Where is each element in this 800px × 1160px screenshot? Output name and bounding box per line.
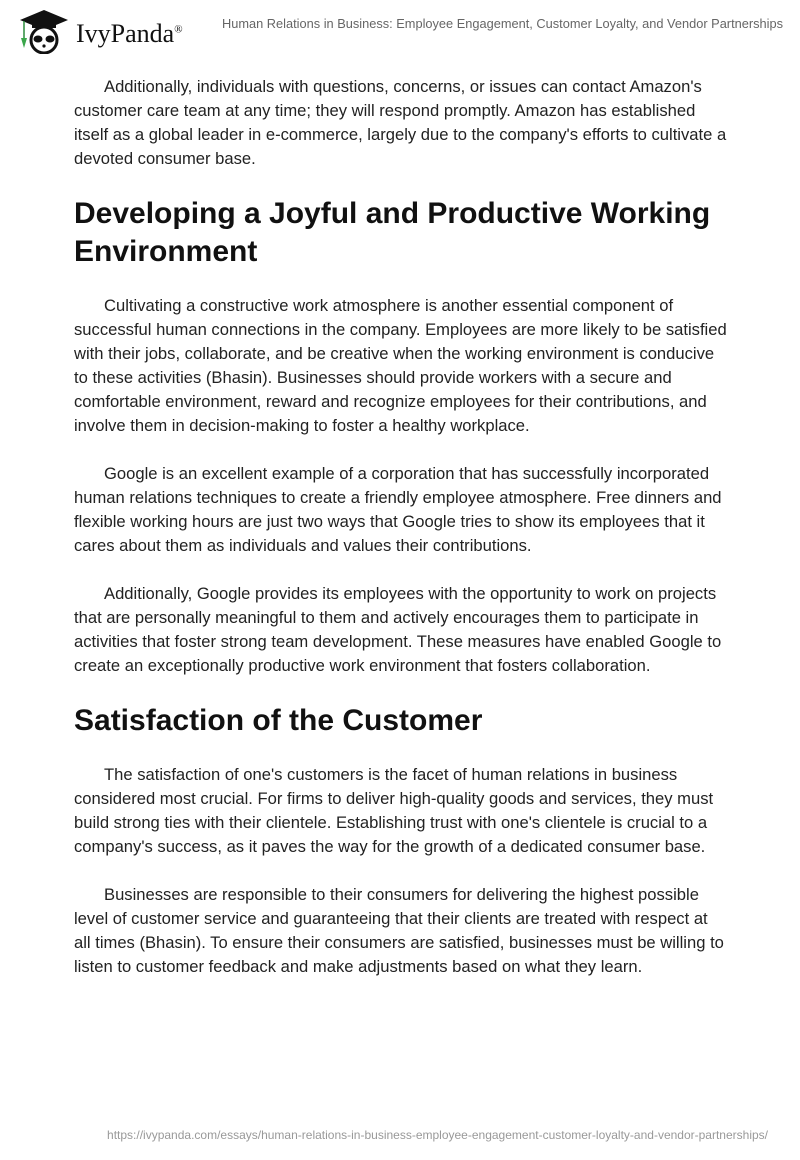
logo-text: IvyPanda	[76, 19, 175, 48]
ivypanda-logo[interactable]	[16, 8, 183, 54]
paragraph: Cultivating a constructive work atmosphere is another essential component of successful human connections in the company. Employees are more likely to be satisfied with their jobs, collaborate, and be creative when the working environment is conducive to these activities (Bhasin). Businesses should provide workers with a secure and comfortable environment, reward and recognize employees for their contributions, and involve them in decision-making to foster a healthy workplace.	[74, 296, 727, 435]
source-url-link[interactable]: https://ivypanda.com/essays/human-relations-in-business-employee-engagement-customer-loyalty-and-vendor-partnerships/	[107, 1128, 768, 1142]
document-title: Human Relations in Business: Employee Engagement, Customer Loyalty, and Vendor Partnerships	[222, 16, 783, 31]
paragraph: The satisfaction of one's customers is the facet of human relations in business considered most crucial. For firms to deliver high-quality goods and services, they must build strong ties with their clientele. Establishing trust with one's clientele is crucial to a company's success, as it paves the way for the growth of a dedicated consumer base.	[74, 765, 714, 856]
section-heading: Satisfaction of the Customer	[74, 704, 483, 737]
panda-graduate-icon	[16, 8, 72, 54]
paragraph: Businesses are responsible to their consumers for delivering the highest possible level of customer service and guaranteeing that their clients are treated with respect at all times (Bhasin). To ensure their consumers are satisfied, businesses must be willing to listen to customer feedback and make adjustments based on what they learn.	[74, 885, 724, 976]
page-header	[0, 0, 800, 60]
essay-content	[74, 75, 728, 1003]
section-heading: Developing a Joyful and Productive Working Environment	[74, 197, 711, 268]
paragraph: Additionally, individuals with questions, concerns, or issues can contact Amazon's customer care team at any time; they will respond promptly. Amazon has established itself as a global leader in e-commerce, largely due to the company's efforts to cultivate a devoted consumer base.	[74, 77, 727, 168]
paragraph: Additionally, Google provides its employees with the opportunity to work on projects that are personally meaningful to them and actively encourages them to participate in activities that foster strong team development. These measures have enabled Google to create an exceptionally productive work environment that fosters collaboration.	[74, 584, 722, 675]
registered-mark: ®	[174, 23, 183, 36]
paragraph: Google is an excellent example of a corporation that has successfully incorporated human relations techniques to create a friendly employee atmosphere. Free dinners and flexible working hours are just two ways that Google tries to show its employees that it cares about them as individuals and values their contributions.	[74, 464, 722, 555]
